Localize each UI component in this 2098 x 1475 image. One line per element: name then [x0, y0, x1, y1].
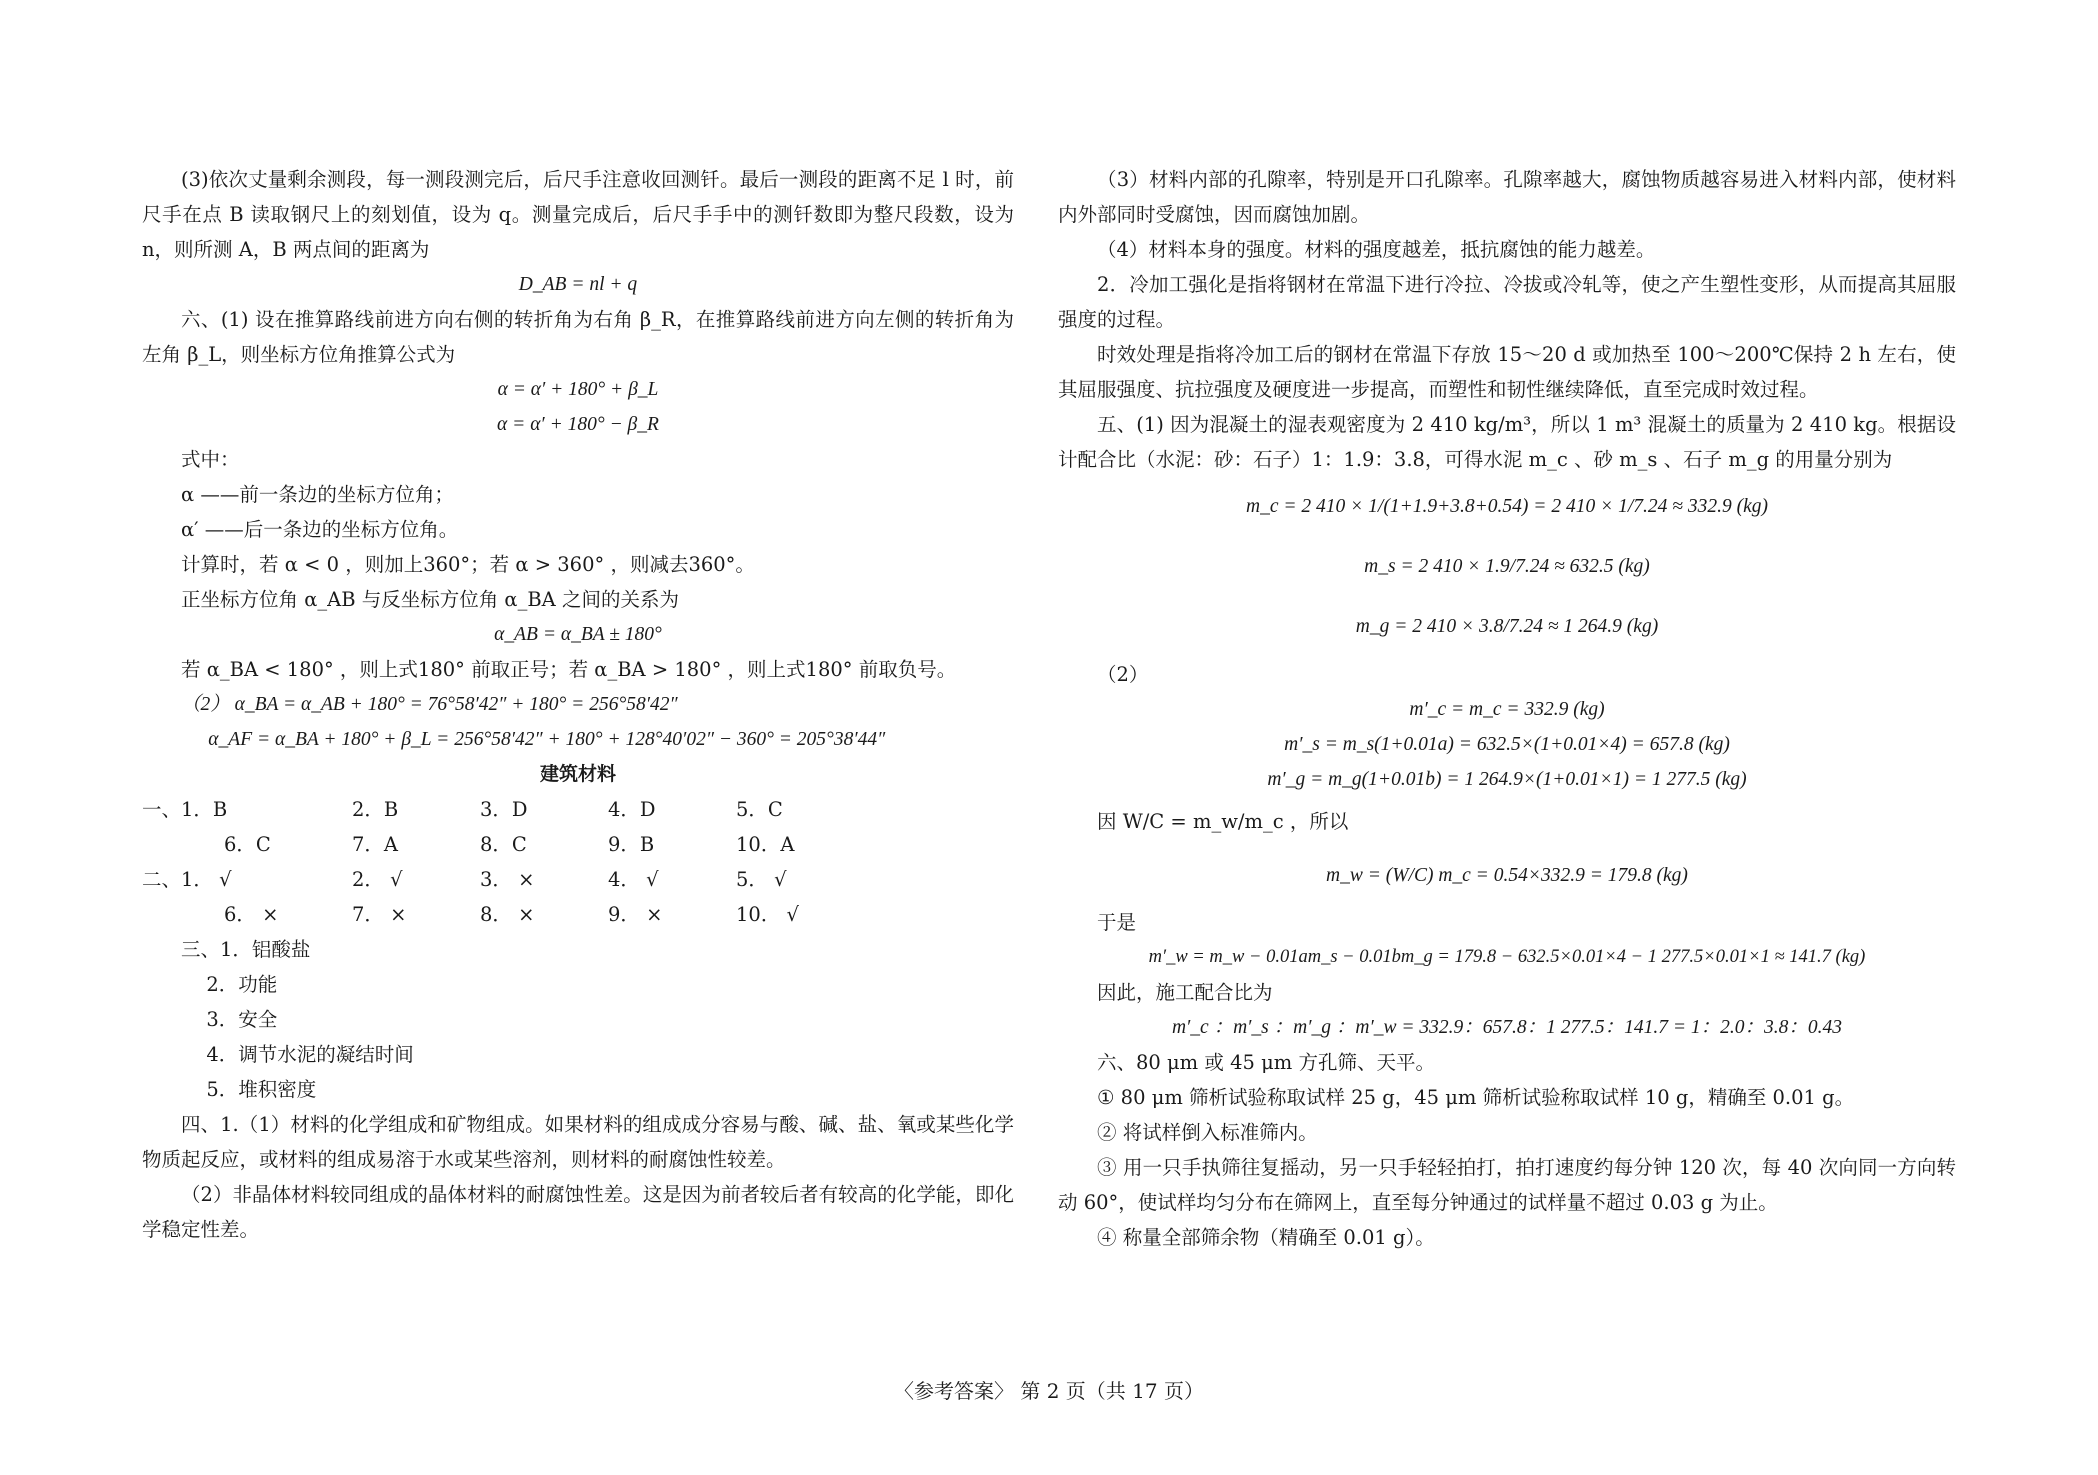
paragraph: 正坐标方位角 α_AB 与反坐标方位角 α_BA 之间的关系为 — [181, 588, 679, 611]
answer-item: 9．B — [608, 833, 655, 856]
paragraph: 于是 — [1097, 911, 1137, 934]
list-item: 5．堆积密度 — [206, 1078, 317, 1101]
list-item: 4．调节水泥的凝结时间 — [206, 1043, 414, 1066]
paragraph: ④ 称量全部筛余物（精确至 0.01 g）。 — [1097, 1226, 1435, 1249]
answer-item: 4． √ — [608, 868, 659, 891]
paragraph: ② 将试样倒入标准筛内。 — [1097, 1121, 1318, 1144]
equation: m′_w = m_w − 0.01am_s − 0.01bm_g = 179.8 − 632.5×0.01×4 − 1 277.5×0.01×1 ≈ 141.7 (kg) — [1148, 947, 1866, 967]
paragraph: 式中： — [181, 448, 240, 471]
paragraph: 时效处理是指将冷加工后的钢材在常温下存放 15～20 d 或加热至 100～200℃保持 2 h 左右，使其屈服强度、抗拉强度及硬度进一步提高，而塑性和韧性继续降低，直至完成时效过程。 — [1058, 343, 1956, 401]
paragraph: 若 α_BA < 180° ，则上式180° 前取正号；若 α_BA > 180° ，则上式180° 前取负号。 — [181, 658, 957, 681]
equation: α = α′ + 180° − β_R — [497, 414, 659, 435]
answer-item: 3． × — [480, 868, 535, 891]
answer-item: 3．D — [480, 798, 528, 821]
equation: m′_c = m_c = 332.9 (kg) — [1409, 699, 1605, 720]
equation: D_AB = nl + q — [518, 274, 638, 295]
equation: m_c = 2 410 × 1/(1+1.9+3.8+0.54) = 2 410 × 1/7.24 ≈ 332.9 (kg) — [1245, 496, 1768, 517]
answer-item: 2． √ — [352, 868, 403, 891]
answer-item: 6． × — [224, 903, 279, 926]
paragraph: ① 80 μm 筛析试验称取试样 25 g，45 μm 筛析试验称取试样 10 g，精确至 0.01 g。 — [1097, 1086, 1855, 1109]
answer-item: 6．C — [224, 833, 271, 856]
equation: （2） α_BA = α_AB + 180° = 76°58′42″ + 180° = 256°58′42″ — [181, 694, 678, 715]
equation: α = α′ + 180° + β_L — [497, 379, 659, 400]
answer-item: 7．A — [352, 833, 398, 856]
paragraph: （4）材料本身的强度。材料的强度越差，抵抗腐蚀的能力越差。 — [1097, 238, 1656, 261]
right-column — [1058, 162, 1956, 1255]
answer-item: 5． √ — [736, 868, 787, 891]
page-footer: 〈参考答案〉 第 2 页（共 17 页） — [894, 1379, 1204, 1403]
paragraph: ③ 用一只手执筛往复摇动，另一只手轻轻拍打，拍打速度约每分钟 120 次，每 40 次向同一方向转动 60°，使试样均匀分布在筛网上，直至每分钟通过的试样量不超过 0.03 g 为止。 — [1058, 1156, 1956, 1214]
paragraph: 六、(1) 设在推算路线前进方向右侧的转折角为右角 β_R，在推算路线前进方向左侧的转折角为左角 β_L，则坐标方位角推算公式为 — [142, 308, 1014, 366]
answer-item: 二、1． √ — [142, 868, 232, 891]
answer-item: 5．C — [736, 798, 783, 821]
equation: m_s = 2 410 × 1.9/7.24 ≈ 632.5 (kg) — [1364, 556, 1650, 577]
paragraph: 因 W/C = m_w/m_c ，所以 — [1097, 810, 1349, 833]
paragraph: （2）非晶体材料较同组成的晶体材料的耐腐蚀性差。这是因为前者较后者有较高的化学能，即化学稳定性差。 — [142, 1183, 1014, 1241]
paragraph: （2） — [1097, 663, 1149, 686]
equation: α_AF = α_BA + 180° + β_L = 256°58′42″ + 180° + 128°40′02″ − 360° = 205°38′44″ — [208, 729, 886, 750]
equation: α_AB = α_BA ± 180° — [494, 624, 662, 645]
answer-item: 4．D — [608, 798, 656, 821]
answer-item: 2．B — [352, 798, 399, 821]
equation: m′_s = m_s(1+0.01a) = 632.5×(1+0.01×4) = 657.8 (kg) — [1284, 734, 1730, 755]
equation: m_g = 2 410 × 3.8/7.24 ≈ 1 264.9 (kg) — [1355, 616, 1659, 637]
equation: m_w = (W/C) m_c = 0.54×332.9 = 179.8 (kg) — [1326, 865, 1688, 886]
answer-item: 7． × — [352, 903, 407, 926]
section-heading: 建筑材料 — [539, 763, 616, 785]
list-item: 三、1．铝酸盐 — [181, 938, 311, 961]
paragraph: α ——前一条边的坐标方位角； — [181, 483, 454, 506]
paragraph: 五、(1) 因为混凝土的湿表观密度为 2 410 kg/m³，所以 1 m³ 混凝土的质量为 2 410 kg。根据设计配合比（水泥：砂：石子）1：1.9：3.8，可得水泥 m_c 、砂 m_s 、石子 m_g 的用量分别为 — [1058, 413, 1956, 471]
paragraph: 计算时，若 α < 0 ，则加上360°；若 α > 360° ，则减去360°。 — [181, 553, 755, 576]
paragraph: 六、80 μm 或 45 μm 方孔筛、天平。 — [1097, 1051, 1435, 1074]
paragraph: α′ ——后一条边的坐标方位角。 — [181, 518, 459, 541]
list-item: 2．功能 — [206, 973, 278, 996]
list-item: 3．安全 — [206, 1008, 278, 1031]
paragraph: 2．冷加工强化是指将钢材在常温下进行冷拉、冷拔或冷轧等，使之产生塑性变形，从而提高其屈服强度的过程。 — [1058, 273, 1956, 331]
paragraph: （3）材料内部的孔隙率，特别是开口孔隙率。孔隙率越大，腐蚀物质越容易进入材料内部，使材料内外部同时受腐蚀，因而腐蚀加剧。 — [1058, 168, 1956, 226]
equation: m′_g = m_g(1+0.01b) = 1 264.9×(1+0.01×1) = 1 277.5 (kg) — [1267, 769, 1747, 790]
answer-item: 9． × — [608, 903, 663, 926]
equation: m′_c ：m′_s ：m′_g ：m′_w = 332.9：657.8：1 277.5：141.7 = 1：2.0：3.8：0.43 — [1171, 1017, 1843, 1038]
answer-grid — [142, 792, 1014, 932]
answer-item: 8．C — [480, 833, 527, 856]
answer-item: 10． √ — [736, 903, 799, 926]
left-column — [142, 162, 1014, 1247]
answer-item: 一、1．B — [142, 798, 228, 821]
answer-item: 10．A — [736, 833, 795, 856]
paragraph: (3)依次丈量剩余测段，每一测段测完后，后尺手注意收回测钎。最后一测段的距离不足 l 时，前尺手在点 B 读取钢尺上的刻划值，设为 q。测量完成后，后尺手手中的测钎数即为整尺段数，设为 n，则所测 A，B 两点间的距离为 — [142, 168, 1014, 261]
paragraph: 因此，施工配合比为 — [1097, 981, 1273, 1004]
answer-item: 8． × — [480, 903, 535, 926]
paragraph: 四、1.（1）材料的化学组成和矿物组成。如果材料的组成成分容易与酸、碱、盐、氧或某些化学物质起反应，或材料的组成易溶于水或某些溶剂，则材料的耐腐蚀性较差。 — [142, 1113, 1014, 1171]
